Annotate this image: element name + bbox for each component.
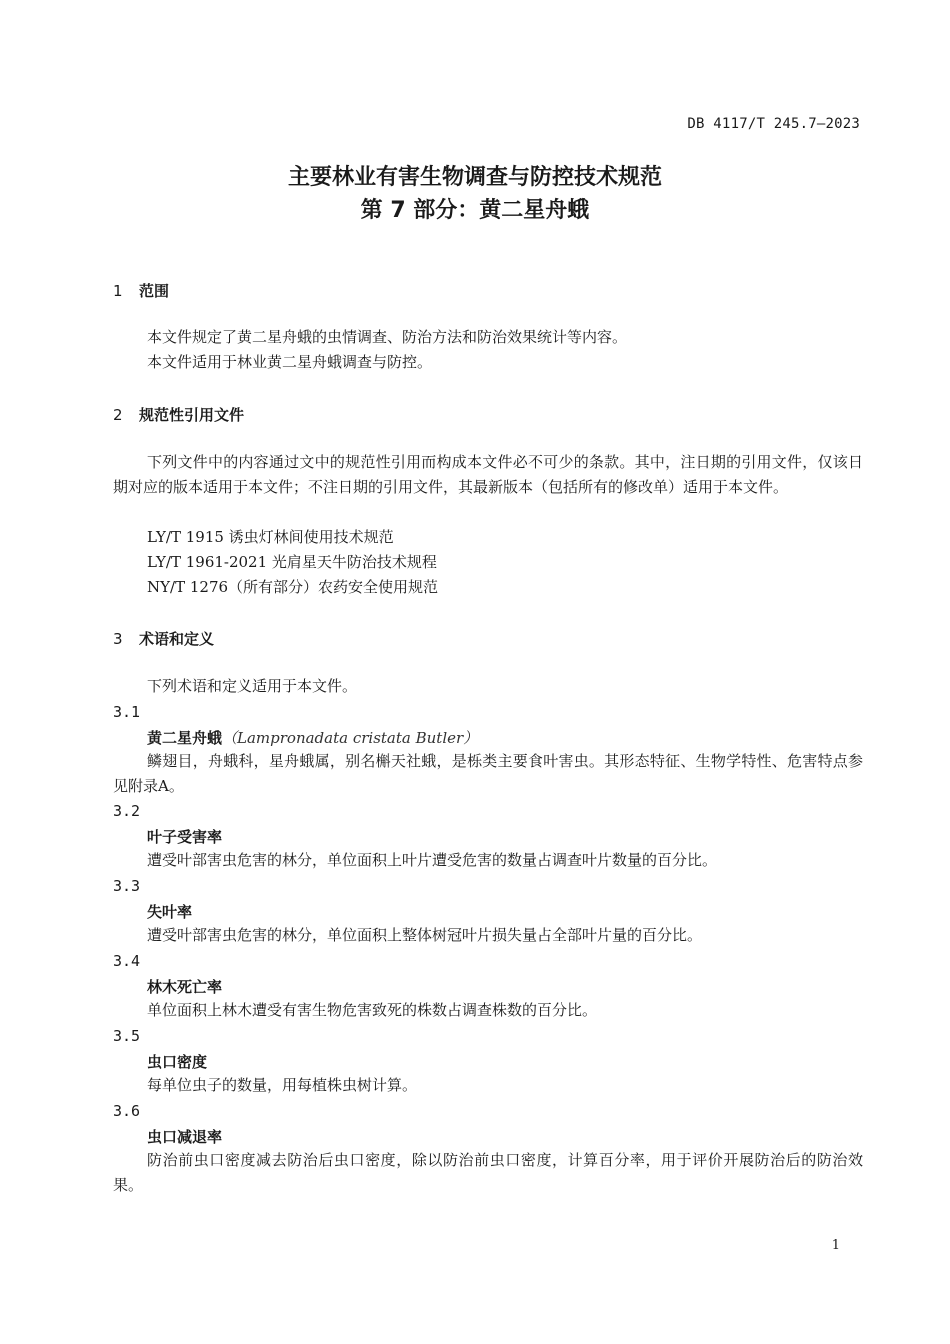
term-name: 虫口减退率 xyxy=(147,1128,223,1146)
section-number: 2 xyxy=(113,406,123,424)
section-title: 范围 xyxy=(139,282,170,300)
clause-number: 3.6 xyxy=(113,1102,141,1120)
page-number: 1 xyxy=(831,1238,840,1253)
paragraph: 下列术语和定义适用于本文件。 xyxy=(147,677,358,695)
clause-number: 3.2 xyxy=(113,802,141,820)
section-heading xyxy=(113,404,244,425)
reference-item: LY/T 1915 诱虫灯林间使用技术规范 xyxy=(147,528,394,546)
clause-number: 3.5 xyxy=(113,1027,141,1045)
term-definition: 遭受叶部害虫危害的林分，单位面积上叶片遭受危害的数量占调查叶片数量的百分比。 xyxy=(147,851,718,869)
reference-item: LY/T 1961-2021 光肩星天牛防治技术规程 xyxy=(147,553,437,571)
standard-code: DB 4117/T 245.7—2023 xyxy=(687,116,860,132)
term-definition: 防治前虫口密度减去防治后虫口密度，除以防治前虫口密度，计算百分率，用于评价开展防治后的防治效果。 xyxy=(113,1151,863,1194)
clause-number: 3.3 xyxy=(113,877,141,895)
section-title: 术语和定义 xyxy=(139,630,215,648)
paragraph: 本文件适用于林业黄二星舟蛾调查与防控。 xyxy=(147,353,433,371)
term-name: 叶子受害率 xyxy=(147,828,223,846)
term-definition: 每单位虫子的数量，用每植株虫树计算。 xyxy=(147,1076,418,1094)
paragraph: 本文件规定了黄二星舟蛾的虫情调查、防治方法和防治效果统计等内容。 xyxy=(147,328,628,346)
term-definition: 遭受叶部害虫危害的林分，单位面积上整体树冠叶片损失量占全部叶片量的百分比。 xyxy=(147,926,703,944)
section-title: 规范性引用文件 xyxy=(139,406,245,424)
term-definition: 鳞翅目，舟蛾科，星舟蛾属，别名槲天社蛾，是栎类主要食叶害虫。其形态特征、生物学特性、危害特点参见附录A。 xyxy=(113,752,863,795)
section-heading xyxy=(113,628,214,649)
clause-number: 3.4 xyxy=(113,952,141,970)
term-name: 林木死亡率 xyxy=(147,978,223,996)
term-name: 失叶率 xyxy=(147,903,193,921)
section-number: 3 xyxy=(113,630,123,648)
term-name: 黄二星舟蛾 xyxy=(147,729,223,747)
document-subtitle: 第 7 部分：黄二星舟蛾 xyxy=(360,198,590,223)
term-latin-name: （Lampronadata cristata Butler） xyxy=(222,729,479,747)
term-title xyxy=(147,727,478,748)
section-heading xyxy=(113,280,169,301)
paragraph: 下列文件中的内容通过文中的规范性引用而构成本文件必不可少的条款。其中，注日期的引用文件，仅该日期对应的版本适用于本文件；不注日期的引用文件，其最新版本（包括所有的修改单）适用于本文件。 xyxy=(113,453,863,496)
clause-number: 3.1 xyxy=(113,703,141,721)
reference-item: NY/T 1276（所有部分）农药安全使用规范 xyxy=(147,578,439,596)
term-definition: 单位面积上林木遭受有害生物危害致死的株数占调查株数的百分比。 xyxy=(147,1001,598,1019)
term-name: 虫口密度 xyxy=(147,1053,208,1071)
section-number: 1 xyxy=(113,282,123,300)
document-title: 主要林业有害生物调查与防控技术规范 xyxy=(287,165,662,190)
